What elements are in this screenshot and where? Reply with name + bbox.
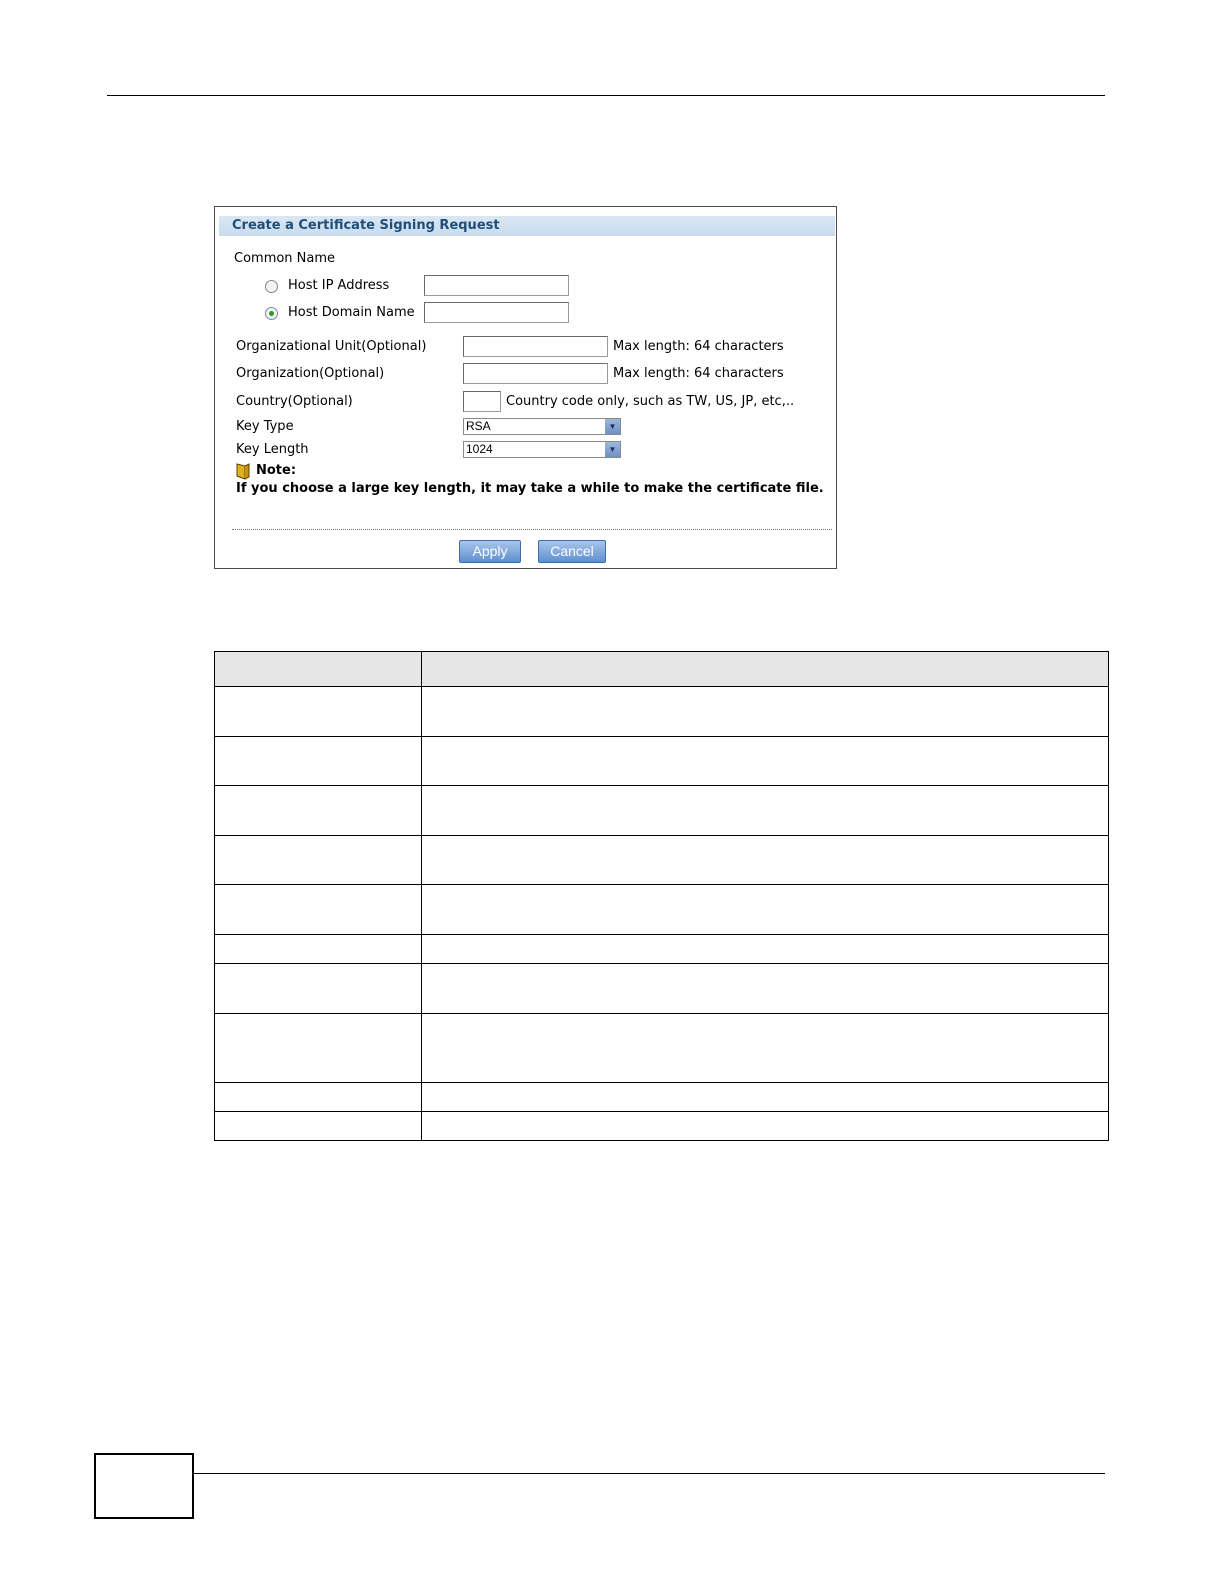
table-cell: [215, 1083, 422, 1112]
org-input[interactable]: [463, 363, 608, 384]
footer-rule: [193, 1473, 1105, 1474]
org-hint: Max length: 64 characters: [613, 366, 784, 381]
table-row: [215, 935, 1109, 964]
country-label: Country(Optional): [236, 394, 353, 409]
key-type-select[interactable]: [463, 418, 621, 435]
key-type-value: RSA: [466, 419, 491, 433]
table-header-row: [215, 652, 1109, 687]
table-row: [215, 885, 1109, 935]
table-cell: [215, 786, 422, 836]
common-name-label: Common Name: [234, 251, 336, 266]
table-row: [215, 786, 1109, 836]
chevron-down-icon[interactable]: ▼: [605, 442, 620, 457]
table-row: [215, 687, 1109, 737]
table-cell: [215, 836, 422, 885]
table-cell: [215, 964, 422, 1014]
apply-button[interactable]: Apply: [459, 540, 521, 563]
table-cell: [422, 687, 1109, 737]
table-cell: [422, 1112, 1109, 1141]
host-ip-radio[interactable]: [265, 280, 278, 293]
table-cell: [422, 1014, 1109, 1083]
header-rule: [107, 95, 1105, 96]
table-cell: [215, 1014, 422, 1083]
table-row: [215, 1014, 1109, 1083]
country-hint: Country code only, such as TW, US, JP, etc,..: [506, 394, 795, 409]
table-row: [215, 737, 1109, 786]
key-length-label: Key Length: [236, 442, 309, 457]
note-label: Note:: [256, 463, 297, 478]
org-unit-hint: Max length: 64 characters: [613, 339, 784, 354]
table-cell: [215, 1112, 422, 1141]
table-cell: [215, 687, 422, 737]
table-cell: [215, 935, 422, 964]
key-length-select[interactable]: [463, 441, 621, 458]
chevron-down-icon[interactable]: ▼: [605, 419, 620, 434]
divider: [232, 529, 832, 530]
table-row: [215, 836, 1109, 885]
table-cell: [422, 964, 1109, 1014]
cancel-button[interactable]: Cancel: [538, 540, 606, 563]
table-cell: [422, 885, 1109, 935]
csr-dialog: [214, 206, 837, 569]
note-icon: [236, 463, 250, 480]
host-domain-label: Host Domain Name: [288, 305, 415, 320]
table-cell: [422, 836, 1109, 885]
table-row: [215, 1083, 1109, 1112]
key-length-value: 1024: [466, 442, 493, 456]
host-ip-input[interactable]: [424, 275, 569, 296]
org-unit-input[interactable]: [463, 336, 608, 357]
org-unit-label: Organizational Unit(Optional): [236, 339, 427, 354]
table-cell: [422, 786, 1109, 836]
table-row: [215, 964, 1109, 1014]
host-domain-radio[interactable]: [265, 307, 278, 320]
table-row: [215, 1112, 1109, 1141]
table-cell: [422, 935, 1109, 964]
country-input[interactable]: [463, 391, 501, 412]
table-cell: [422, 1083, 1109, 1112]
table-header-cell: [422, 652, 1109, 687]
table-cell: [422, 737, 1109, 786]
page-number-box: [94, 1453, 194, 1519]
host-ip-label: Host IP Address: [288, 278, 390, 293]
dialog-title: Create a Certificate Signing Request: [219, 216, 835, 236]
org-label: Organization(Optional): [236, 366, 385, 381]
table-cell: [215, 737, 422, 786]
key-type-label: Key Type: [236, 419, 294, 434]
host-domain-input[interactable]: [424, 302, 569, 323]
table-cell: [215, 885, 422, 935]
table-header-cell: [215, 652, 422, 687]
description-table: [214, 651, 1109, 1141]
note-text: If you choose a large key length, it may take a while to make the certificate file.: [236, 481, 824, 496]
